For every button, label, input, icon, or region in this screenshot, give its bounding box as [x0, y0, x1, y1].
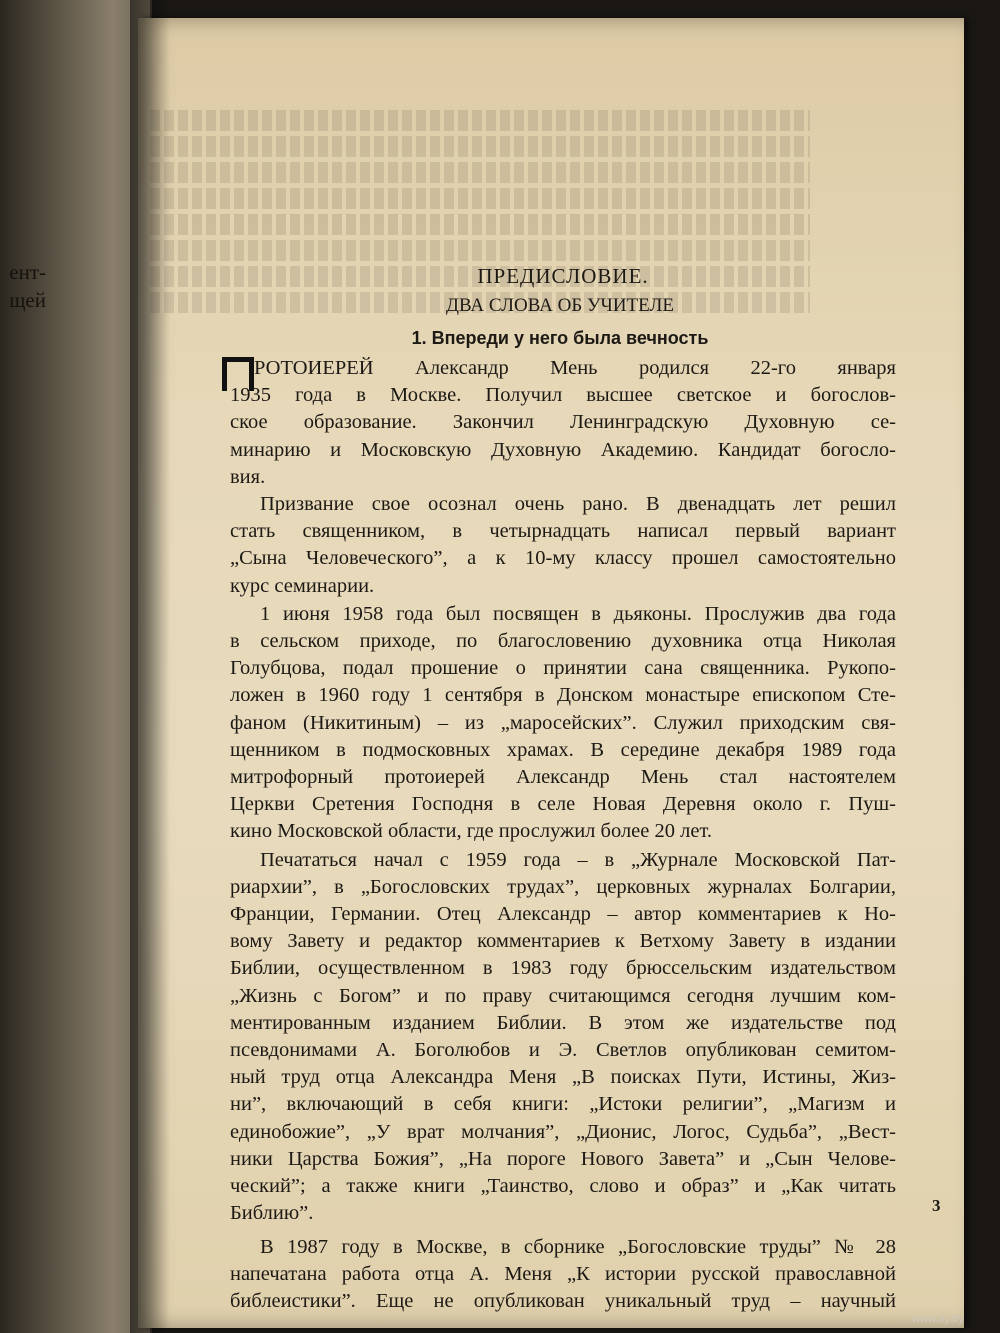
drop-cap-p-icon — [222, 357, 254, 391]
paragraph-1 — [230, 355, 896, 491]
page-content — [230, 262, 896, 1315]
text-line: в сельском приходе, по благословению духовника отца Николая — [230, 630, 896, 653]
text-line: Библию”. — [230, 1202, 314, 1225]
text-line: напечатана работа отца А. Меня „К истории русской православной — [230, 1262, 896, 1285]
text-line: курс семинарии. — [230, 574, 375, 597]
paragraph-3 — [230, 601, 896, 846]
paragraph-2 — [230, 491, 896, 600]
text-line: фаном (Никитиным) – из „маросейских”. Служил приходским свя- — [230, 711, 896, 734]
text-line: стать священником, в четырнадцать написал первый вариант — [230, 520, 896, 543]
text-line: риархии”, в „Богословских трудах”, церковных журналах Болгарии, — [230, 875, 896, 898]
text-line: ни”, включающий в себя книги: „Истоки религии”, „Магизм и — [230, 1093, 896, 1116]
text-line: В 1987 году в Москве, в сборнике „Богословские труды” № 28 — [260, 1235, 896, 1258]
text-line: щенником в подмосковных храмах. В середине декабря 1989 года — [230, 738, 896, 761]
text-line: ское образование. Закончил Ленинградскую Духовную се- — [230, 411, 896, 434]
left-page-text — [0, 258, 46, 314]
preface-subtitle: ДВА СЛОВА ОБ УЧИТЕЛЕ — [445, 295, 675, 316]
preface-title: ПРЕДИСЛОВИЕ. — [477, 264, 649, 288]
text-line: Библии, осуществленном в 1983 году брюссельским издательством — [230, 957, 896, 980]
text-line: Призвание свое осознал очень рано. В двенадцать лет решил — [260, 493, 896, 516]
left-fragment-1: ент- — [9, 260, 46, 284]
page-number: 3 — [932, 1196, 941, 1215]
section-heading: 1. Впереди у него была вечность — [411, 328, 709, 348]
text-line: 1 июня 1958 года был посвящен в дьяконы. Прослужив два года — [260, 602, 896, 625]
text-line: библеистики”. Еще не опубликован уникальный труд – научный — [230, 1289, 896, 1312]
text-line: ложен в 1960 году 1 сентября в Донском монастыре епископом Сте- — [230, 684, 896, 707]
paragraph-5 — [230, 1234, 896, 1316]
left-fragment-2: щей — [9, 288, 46, 312]
text-line: „Сына Человеческого”, а к 10-му классу прошел самостоятельно — [230, 547, 896, 570]
text-line: Печататься начал с 1959 года – в „Журнале Московской Пат- — [260, 848, 896, 871]
text-line: РОТОИЕРЕЙ Александр Мень родился 22-го января — [254, 357, 896, 379]
paragraph-4 — [230, 847, 896, 1228]
text-line: псевдонимами А. Боголюбов и Э. Светлов опубликован семитом- — [230, 1039, 896, 1062]
text-line: 1935 года в Москве. Получил высшее светское и богослов- — [230, 384, 896, 407]
text-line: минарию и Московскую Духовную Академию. Кандидат богосло- — [230, 438, 896, 461]
text-line: единобожие”, „У врат молчания”, „Дионис, Логос, Судьба”, „Вест- — [230, 1120, 896, 1143]
text-line: Церкви Сретения Господня в селе Новая Деревня около г. Пуш- — [230, 793, 896, 816]
text-line: вому Завету и редактор комментариев к Ветхому Завету в издании — [230, 930, 896, 953]
text-line: вия. — [230, 465, 266, 488]
text-line: митрофорный протоиерей Александр Мень стал настоятелем — [230, 766, 896, 789]
text-line: ческий”; а также книги „Таинство, слово и образ” и „Как читать — [230, 1175, 896, 1198]
text-line: „Жизнь с Богом” и по праву считающимся сегодня лучшим ком- — [230, 984, 896, 1007]
text-line: Франции, Германии. Отец Александр – автор комментариев к Но- — [230, 903, 896, 926]
text-line: ный труд отца Александра Меня „В поисках Пути, Истины, Жиз- — [230, 1066, 896, 1089]
text-line: ментированным изданием Библии. В этом же издательстве под — [230, 1011, 896, 1034]
text-line: кино Московской области, где прослужил более 20 лет. — [230, 820, 713, 843]
text-line: Голубцова, подал прошение о принятии сана священника. Рукопо- — [230, 657, 896, 680]
text-line: ники Царства Божия”, „На пороге Нового Завета” и „Сын Челове- — [230, 1147, 896, 1170]
watermark: www.ay.by — [912, 1313, 964, 1325]
